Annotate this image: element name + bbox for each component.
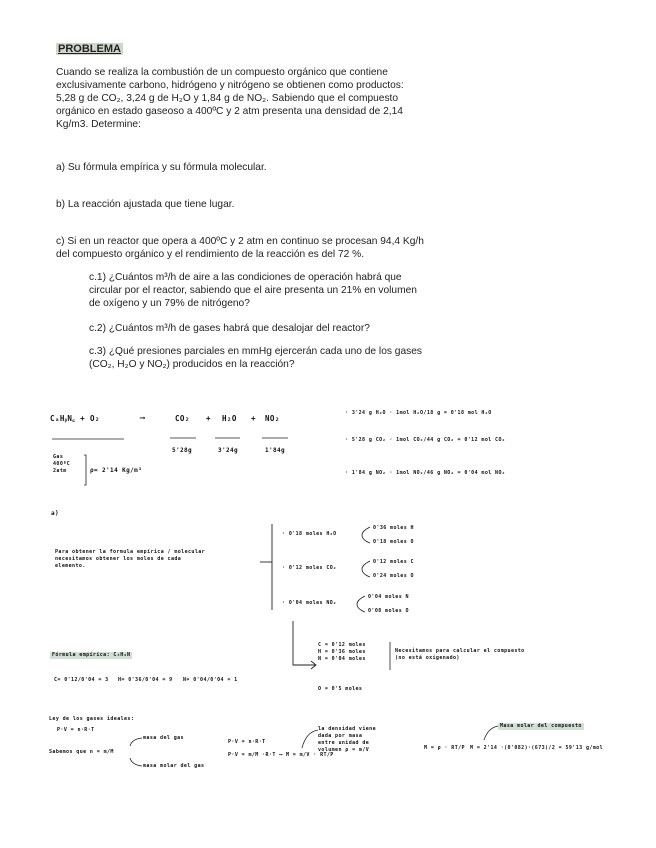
hw-mass-h2o: 3'24g [218, 447, 239, 454]
hw-note-line: (no está oxigenado) [395, 655, 460, 661]
hw-summary-line: C = 0'12 moles [318, 642, 366, 648]
hw-moles-h2o: · 3'24 g H₂O · 1mol H₂O/18 g = 0'18 mol H₂O [345, 410, 492, 416]
hw-deriv2: P·V = m/M ·R·T ⟶ M = m/V · RT/P [228, 752, 334, 758]
hw-m-eq: M = ρ · RT/P [424, 745, 465, 751]
statement-line: Cuando se realiza la combustión de un compuesto orgánico que contiene [56, 67, 388, 78]
hw-note-line: dada por masa [318, 733, 363, 739]
hw-deriv1: P·V = n·R·T [228, 739, 266, 745]
question-a: a) Su fórmula empírica y su fórmula molecular. [56, 162, 267, 173]
statement-line: orgánico en estado gaseoso a 400ºC y 2 atm presenta una densidad de 2,14 [56, 106, 403, 117]
hw-src-co2: · 0'12 moles CO₂ [282, 565, 337, 571]
hw-summary [318, 642, 366, 663]
hw-masa-molar-gas: masa molar del gas [143, 763, 205, 769]
hw-condition: Gas [53, 454, 64, 460]
hw-empirica-value: C₃H₉N [113, 652, 131, 658]
hw-reactant: CₐHᵦN꜀ + O₂ [50, 414, 100, 423]
hw-mass-no2: 1'84g [265, 447, 286, 454]
statement-line: Kg/m3. Determine: [56, 119, 141, 130]
question-c1-line: de oxígeno y un 79% de nitrógeno? [89, 298, 250, 309]
hw-part-a-label: a) [51, 510, 60, 517]
hw-branch: 0'12 moles C [373, 559, 414, 565]
hw-empirica [50, 652, 132, 659]
hw-text-line: necesitamos obtener los moles de cada [55, 556, 182, 562]
hw-branch: 0'08 moles O [368, 608, 409, 614]
question-b: b) La reacción ajustada que tiene lugar. [56, 199, 235, 210]
hw-mass-co2: 5'28g [172, 447, 193, 454]
hw-plus: + [251, 414, 256, 423]
question-c3-line: (CO₂, H₂O y NO₂) producidos en la reacción? [89, 359, 295, 370]
question-c-line: c) Si en un reactor que opera a 400ºC y 2 atm en continuo se procesan 94,4 Kg/h [56, 236, 424, 247]
question-c2: c.2) ¿Cuántos m³/h de gases habrá que desalojar del reactor? [89, 323, 370, 334]
hw-note-line: entre unidad de [318, 740, 370, 746]
hw-arrow: ⟶ [140, 413, 145, 422]
hw-oxygen: O = 0'5 moles [318, 686, 363, 692]
hw-condition: 400ºC [53, 461, 71, 467]
hw-para-obtener [55, 549, 265, 570]
hw-note-line: Necesitamos para calcular el compuesto [395, 648, 525, 654]
hw-branch: 0'36 moles H [373, 525, 414, 531]
hw-densidad-note [318, 726, 408, 754]
hw-product-co2: CO₂ [175, 414, 190, 423]
question-c1-line: c.1) ¿Cuántos m³/h de aire a las condiciones de operación habrá que [89, 272, 402, 283]
hw-note-line: la densidad viene [318, 726, 376, 732]
hw-ley-title: Ley de los gases ideales: [49, 716, 135, 722]
hw-ratio-c: C= 0'12/0'04 = 3 [54, 677, 109, 683]
hw-moles-no2: · 1'84 g NO₂ · 1mol NO₂/46 g NO₂ = 0'04 mol NO₂ [345, 470, 506, 476]
hw-src-no2: · 0'04 moles NO₂ [282, 600, 337, 606]
hw-branch: 0'04 moles N [368, 594, 409, 600]
hw-summary-line: H = 0'36 moles [318, 649, 366, 655]
hw-ratio-n: N= 0'04/0'04 = 1 [183, 677, 238, 683]
hw-plus: + [206, 414, 211, 423]
question-c3-line: c.3) ¿Qué presiones parciales en mmHg ejercerán cada uno de los gases [89, 346, 422, 357]
hw-ratio-h: H= 0'36/0'04 = 9 [118, 677, 173, 683]
hw-product-h2o: H₂O [222, 414, 237, 423]
hw-note-line: volumen ρ = m/V [318, 747, 370, 753]
statement-line: 5,28 g de CO₂, 3,24 g de H₂O y 1,84 g de NO₂. Sabiendo que el compuesto [56, 93, 399, 104]
hw-summary-line: N = 0'04 moles [318, 656, 366, 662]
hw-text-line: elemento. [55, 563, 86, 569]
hw-moles-co2: · 5'28 g CO₂ · 1mol CO₂/44 g CO₂ = 0'12 mol CO₂ [345, 437, 506, 443]
hw-condition: 2atm [53, 468, 67, 474]
problem-title: PROBLEMA [58, 43, 121, 55]
question-c-line: del compuesto orgánico y el rendimiento de la reacción es del 72 %. [56, 249, 365, 260]
hw-ley-formula: P·V = n·R·T [57, 727, 95, 733]
hw-summary-note [395, 648, 620, 662]
hw-sabemos: Sabemos que n = m/M [49, 749, 114, 755]
hw-m-final: M = 2'14 ·(0'082)·(673)/2 = 59'13 g/mol [470, 745, 603, 751]
hw-src-h2o: · 0'18 moles H₂O [282, 531, 337, 537]
hw-text-line: Para obtener la formula empírica / molecular [55, 549, 206, 555]
hw-empirica-label: Fórmula empírica: [52, 652, 110, 658]
hw-conditions [53, 454, 70, 475]
hw-masa-gas: masa del gas [143, 735, 184, 741]
hw-branch: 0'18 moles O [373, 539, 414, 545]
hw-density: ρ= 2'14 Kg/m³ [90, 467, 143, 474]
hw-product-no2: NO₂ [265, 414, 280, 423]
hw-masa-molar-compuesto: Masa molar del compuesto [500, 723, 582, 729]
statement-line: exclusivamente carbono, hidrógeno y nitrógeno se obtienen como productos: [56, 80, 404, 91]
question-c1-line: circular por el reactor, sabiendo que el aire presenta un 21% en volumen [89, 285, 417, 296]
hw-branch: 0'24 moles O [373, 573, 414, 579]
